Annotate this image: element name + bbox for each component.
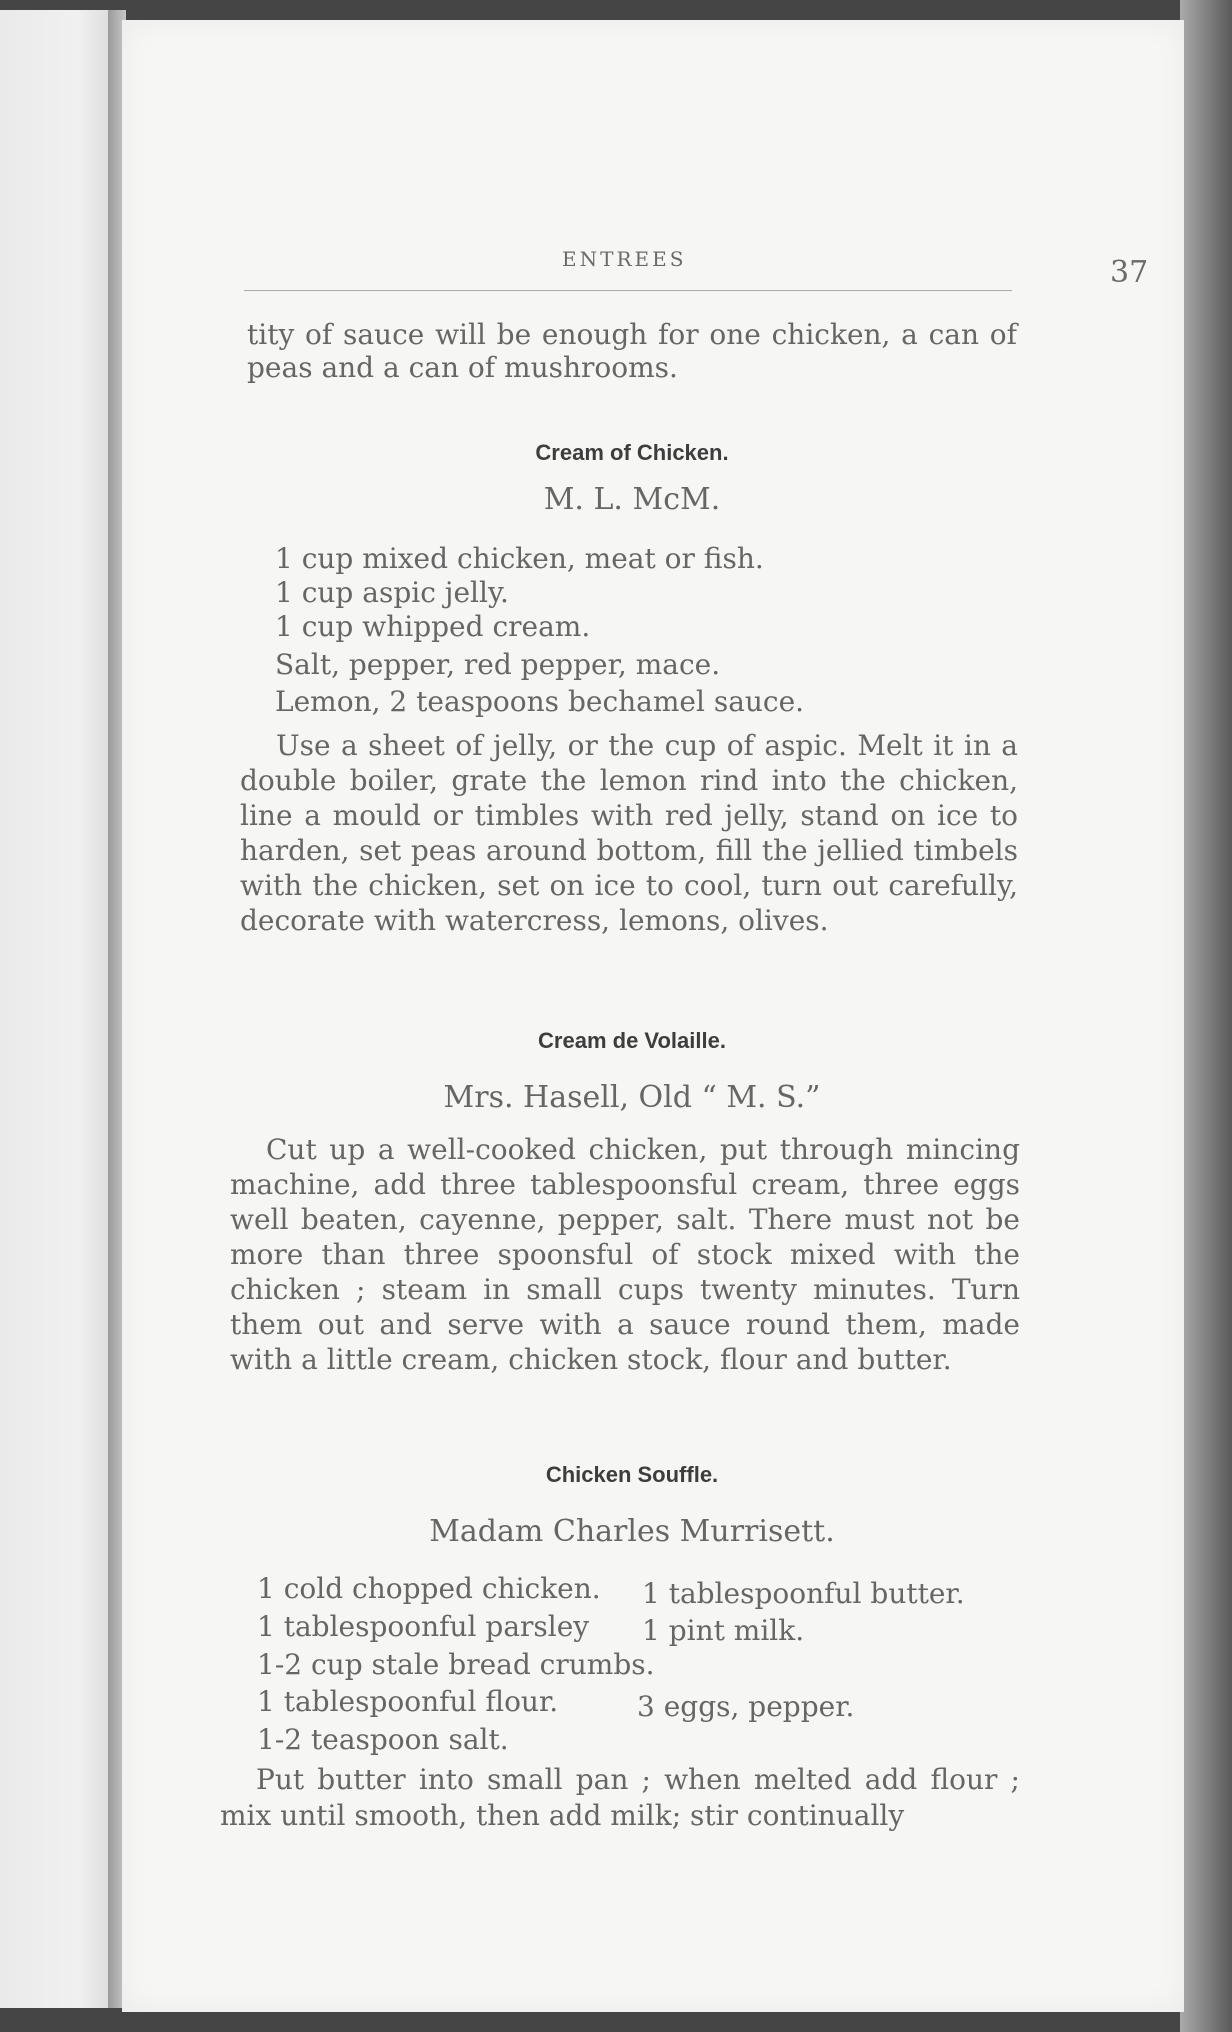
recipe-author: M. L. McM.: [543, 482, 721, 517]
header-rule: [244, 290, 1012, 291]
left-page-edge: [0, 10, 112, 2008]
ingredient-line: 1 cup mixed chicken, meat or fish.: [275, 542, 764, 575]
ingredient-line: 1-2 teaspoon salt.: [257, 1723, 509, 1756]
recipe-title: Cream de Volaille.: [538, 1028, 726, 1053]
ingredient-line: 1 tablespoonful parsley: [257, 1610, 590, 1643]
ingredient-line: 1 cup aspic jelly.: [275, 576, 509, 609]
recipe-method: Use a sheet of jelly, or the cup of aspic. Melt it in a double boiler, grate the lemon rind into the chicken, line a mould or timbles with red jelly, stand on ice to harden, set peas around bottom, fill the jellied timbels with the chicken, set on ice to cool, turn out carefully, decorate with watercress, lemons, olives.: [240, 729, 1018, 937]
ingredient-line: 1 pint milk.: [642, 1614, 805, 1647]
running-head: ENTREES: [562, 247, 687, 271]
ingredient-line: Lemon, 2 teaspoons bechamel sauce.: [275, 685, 805, 718]
right-page-edge: [1180, 0, 1232, 2032]
recipe-title: Chicken Souffle.: [545, 1462, 719, 1487]
ingredient-line: Salt, pepper, red pepper, mace.: [275, 648, 721, 681]
ingredient-line: 1 tablespoonful butter.: [642, 1577, 965, 1610]
page-number: 37: [1110, 255, 1149, 290]
recipe-title: Cream of Chicken.: [535, 440, 729, 465]
ingredient-line: 3 eggs, pepper.: [637, 1690, 855, 1723]
ingredient-line: 1 tablespoonful flour.: [257, 1685, 559, 1718]
ingredient-line: 1-2 cup stale bread crumbs.: [257, 1648, 655, 1681]
recipe-author: Madam Charles Murrisett.: [429, 1514, 835, 1549]
intro-paragraph: tity of sauce will be enough for one chicken, a can of peas and a can of mushrooms.: [247, 318, 1017, 384]
page-header: [252, 225, 1149, 295]
recipe-author: Mrs. Hasell, Old “ M. S.”: [443, 1080, 821, 1115]
recipe-method: Cut up a well-cooked chicken, put through mincing machine, add three tablespoonsful cream, three eggs well beaten, cayenne, pepper, salt. There must not be more than three spoonsful of stock mixed with the chicken ; steam in small cups twenty minutes. Turn them out and serve with a sauce round them, made with a little cream, chicken stock, flour and butter.: [230, 1133, 1020, 1376]
ingredient-line: 1 cold chopped chicken.: [257, 1572, 601, 1605]
ingredient-line: 1 cup whipped cream.: [275, 610, 591, 643]
recipe-method: Put butter into small pan ; when melted add flour ; mix until smooth, then add milk; stir continually: [220, 1763, 1020, 1832]
book-page: [122, 20, 1184, 2012]
